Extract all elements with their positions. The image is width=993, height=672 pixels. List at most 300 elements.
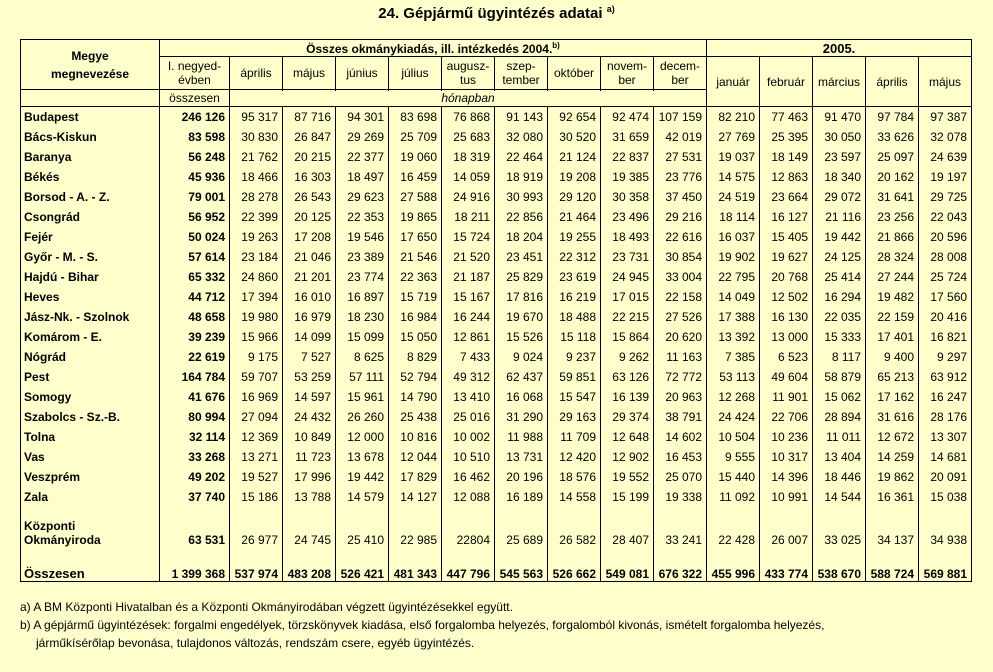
month-value: 16 037 <box>707 227 760 247</box>
month-header-line2: tember <box>502 73 540 87</box>
month-value: 21 124 <box>548 147 601 167</box>
month-value: 53 259 <box>283 367 336 387</box>
month-value: 52 794 <box>389 367 442 387</box>
month-value: 24 745 <box>283 507 336 549</box>
month-value: 16 068 <box>495 387 548 407</box>
q1-total-label: összesen <box>160 90 230 107</box>
county-name: Zala <box>21 487 160 507</box>
month-value: 12 648 <box>601 427 654 447</box>
group-2004-footnote-mark: b) <box>552 40 560 50</box>
month-value: 12 088 <box>442 487 495 507</box>
month-value: 22 616 <box>654 227 707 247</box>
q1-total-value: 33 268 <box>160 447 230 467</box>
county-header-line1: Megye <box>71 48 109 63</box>
month-value: 25 724 <box>919 267 972 287</box>
month-value: 26 977 <box>230 507 283 549</box>
month-value: 107 159 <box>654 107 707 128</box>
month-value: 12 863 <box>760 167 813 187</box>
month-value: 22 312 <box>548 247 601 267</box>
table-row <box>21 167 972 187</box>
month-value: 27 094 <box>230 407 283 427</box>
month-value: 28 407 <box>601 507 654 549</box>
q1-total-value: 44 712 <box>160 287 230 307</box>
month-value: 15 961 <box>336 387 389 407</box>
month-value: 15 050 <box>389 327 442 347</box>
table-row <box>21 467 972 487</box>
month-value: 7 433 <box>442 347 495 367</box>
month-value: 19 197 <box>919 167 972 187</box>
month-value: 12 044 <box>389 447 442 467</box>
month-value: 53 113 <box>707 367 760 387</box>
month-value: 11 092 <box>707 487 760 507</box>
month-value: 20 215 <box>283 147 336 167</box>
month-value: 16 130 <box>760 307 813 327</box>
month-value: 25 438 <box>389 407 442 427</box>
month-value: 72 772 <box>654 367 707 387</box>
county-name: Tolna <box>21 427 160 447</box>
month-value: 19 862 <box>866 467 919 487</box>
month-value: 18 230 <box>336 307 389 327</box>
month-value: 30 520 <box>548 127 601 147</box>
month-header <box>495 57 548 90</box>
month-value: 19 527 <box>230 467 283 487</box>
county-name: Szabolcs - Sz.-B. <box>21 407 160 427</box>
month-value: 31 641 <box>866 187 919 207</box>
month-value: 19 385 <box>601 167 654 187</box>
month-value: 17 829 <box>389 467 442 487</box>
month-value: 17 401 <box>866 327 919 347</box>
month-value: 20 596 <box>919 227 972 247</box>
month-header <box>654 57 707 90</box>
month-value: 23 664 <box>760 187 813 207</box>
data-table <box>20 39 972 582</box>
county-name: Hajdú - Bihar <box>21 267 160 287</box>
month-value: 26 582 <box>548 507 601 549</box>
month-value: 27 244 <box>866 267 919 287</box>
grand-total-value: 481 343 <box>389 549 442 582</box>
month-value: 31 290 <box>495 407 548 427</box>
month-value: 25 410 <box>336 507 389 549</box>
month-value: 8 625 <box>336 347 389 367</box>
month-value: 13 307 <box>919 427 972 447</box>
month-header-line2: ber <box>671 73 689 87</box>
month-value: 9 297 <box>919 347 972 367</box>
month-value: 17 560 <box>919 287 972 307</box>
month-value: 15 186 <box>230 487 283 507</box>
month-value: 19 338 <box>654 487 707 507</box>
month-value: 24 125 <box>813 247 866 267</box>
month-value: 9 400 <box>866 347 919 367</box>
month-value: 15 440 <box>707 467 760 487</box>
month-value: 34 938 <box>919 507 972 549</box>
q1-total-value: 246 126 <box>160 107 230 128</box>
table-row <box>21 407 972 427</box>
month-value: 14 558 <box>548 487 601 507</box>
month-value: 95 317 <box>230 107 283 128</box>
month-value: 37 450 <box>654 187 707 207</box>
month-value: 11 011 <box>813 427 866 447</box>
month-value: 29 725 <box>919 187 972 207</box>
month-value: 23 451 <box>495 247 548 267</box>
month-value: 10 317 <box>760 447 813 467</box>
month-value: 19 552 <box>601 467 654 487</box>
month-value: 11 988 <box>495 427 548 447</box>
table-body <box>21 107 972 582</box>
month-value: 14 602 <box>654 427 707 447</box>
month-value: 14 597 <box>283 387 336 407</box>
month-value: 17 162 <box>866 387 919 407</box>
q1-total-value: 83 598 <box>160 127 230 147</box>
month-value: 8 829 <box>389 347 442 367</box>
month-value: 14 790 <box>389 387 442 407</box>
month-value: 16 244 <box>442 307 495 327</box>
month-value: 14 396 <box>760 467 813 487</box>
month-header-line1: augusz- <box>446 59 490 73</box>
month-value: 16 361 <box>866 487 919 507</box>
month-value: 33 004 <box>654 267 707 287</box>
month-value: 30 830 <box>230 127 283 147</box>
month-value: 22 856 <box>495 207 548 227</box>
table-row <box>21 307 972 327</box>
county-name: Jász-Nk. - Szolnok <box>21 307 160 327</box>
group-2004-label: Összes okmánykiadás, ill. intézkedés 2004. <box>306 41 553 56</box>
month-value: 25 829 <box>495 267 548 287</box>
month-value: 17 394 <box>230 287 283 307</box>
month-value: 58 879 <box>813 367 866 387</box>
month-value: 16 459 <box>389 167 442 187</box>
month-value: 14 049 <box>707 287 760 307</box>
month-value: 21 464 <box>548 207 601 227</box>
month-value: 17 015 <box>601 287 654 307</box>
month-value: 91 470 <box>813 107 866 128</box>
month-value: 29 072 <box>813 187 866 207</box>
month-header-line2: ber <box>618 73 636 87</box>
month-value: 22 428 <box>707 507 760 549</box>
grand-total-value: 447 796 <box>442 549 495 582</box>
month-value: 28 324 <box>866 247 919 267</box>
month-value: 20 768 <box>760 267 813 287</box>
month-value: 22 795 <box>707 267 760 287</box>
grand-total-value: 455 996 <box>707 549 760 582</box>
month-value: 14 681 <box>919 447 972 467</box>
grand-total-value: 569 881 <box>919 549 972 582</box>
month-value: 49 604 <box>760 367 813 387</box>
month-value: 15 062 <box>813 387 866 407</box>
month-value: 26 260 <box>336 407 389 427</box>
q1-header-line2: évben <box>178 73 211 87</box>
month-value: 16 979 <box>283 307 336 327</box>
month-value: 92 474 <box>601 107 654 128</box>
month-value: 16 294 <box>813 287 866 307</box>
grand-total-value: 676 322 <box>654 549 707 582</box>
month-value: 31 616 <box>866 407 919 427</box>
month-value: 18 211 <box>442 207 495 227</box>
month-value: 42 019 <box>654 127 707 147</box>
month-value: 16 247 <box>919 387 972 407</box>
month-header: január <box>707 57 760 107</box>
month-header <box>389 57 442 90</box>
county-header-line2: megnevezése <box>50 66 130 81</box>
table-row <box>21 107 972 128</box>
month-value: 22 035 <box>813 307 866 327</box>
month-value: 16 127 <box>760 207 813 227</box>
q1-header-line1: I. negyed- <box>167 59 222 73</box>
month-value: 18 919 <box>495 167 548 187</box>
county-name: Fejér <box>21 227 160 247</box>
month-value: 23 389 <box>336 247 389 267</box>
month-value: 27 531 <box>654 147 707 167</box>
month-value: 22 043 <box>919 207 972 227</box>
month-value: 24 424 <box>707 407 760 427</box>
grand-total-value: 526 421 <box>336 549 389 582</box>
month-value: 59 707 <box>230 367 283 387</box>
county-name: Vas <box>21 447 160 467</box>
grand-total-value: 588 724 <box>866 549 919 582</box>
month-value: 22 706 <box>760 407 813 427</box>
table-row <box>21 327 972 347</box>
month-header-line1: novem- <box>606 59 647 73</box>
grand-total-value: 545 563 <box>495 549 548 582</box>
month-value: 19 255 <box>548 227 601 247</box>
month-value: 11 723 <box>283 447 336 467</box>
month-value: 16 897 <box>336 287 389 307</box>
month-value: 12 369 <box>230 427 283 447</box>
month-value: 9 262 <box>601 347 654 367</box>
footnote-b: b) A gépjármű ügyintézések: forgalmi engedélyek, törzskönyvek kiadása, első forgalomba helyezés, forgalomból kivonás, ismételt forgalomba helyezés, <box>20 618 825 632</box>
q1-total-value: 57 614 <box>160 247 230 267</box>
table-row <box>21 387 972 407</box>
month-value: 26 847 <box>283 127 336 147</box>
month-value: 12 672 <box>866 427 919 447</box>
month-value: 28 008 <box>919 247 972 267</box>
month-value: 20 963 <box>654 387 707 407</box>
footnote-a: a) A BM Központi Hivatalban és a Központi Okmányirodában végzett ügyintézésekkel együtt. <box>20 600 513 614</box>
month-header <box>548 57 601 90</box>
month-value: 6 523 <box>760 347 813 367</box>
table-row <box>21 447 972 467</box>
month-value: 22 215 <box>601 307 654 327</box>
q1-total-value: 164 784 <box>160 367 230 387</box>
month-value: 32 080 <box>495 127 548 147</box>
county-name <box>21 507 160 549</box>
table-row <box>21 247 972 267</box>
month-value: 59 851 <box>548 367 601 387</box>
month-value: 10 991 <box>760 487 813 507</box>
month-value: 18 493 <box>601 227 654 247</box>
county-name: Nógrád <box>21 347 160 367</box>
month-value: 23 256 <box>866 207 919 227</box>
month-value: 18 446 <box>813 467 866 487</box>
month-value: 18 149 <box>760 147 813 167</box>
month-value: 13 410 <box>442 387 495 407</box>
month-value: 10 236 <box>760 427 813 447</box>
month-value: 28 894 <box>813 407 866 427</box>
q1-total-value: 41 676 <box>160 387 230 407</box>
q1-total-value: 39 239 <box>160 327 230 347</box>
month-value: 22 159 <box>866 307 919 327</box>
month-value: 22 464 <box>495 147 548 167</box>
month-value: 13 392 <box>707 327 760 347</box>
footnotes <box>20 598 980 652</box>
month-value: 16 821 <box>919 327 972 347</box>
month-value: 18 114 <box>707 207 760 227</box>
month-value: 21 201 <box>283 267 336 287</box>
county-name: Heves <box>21 287 160 307</box>
group-2004-header <box>160 40 707 57</box>
month-value: 26 007 <box>760 507 813 549</box>
county-name: Komárom - E. <box>21 327 160 347</box>
month-value: 49 312 <box>442 367 495 387</box>
month-value: 14 127 <box>389 487 442 507</box>
q1-total-value: 56 248 <box>160 147 230 167</box>
month-value: 23 597 <box>813 147 866 167</box>
month-value: 62 437 <box>495 367 548 387</box>
month-value: 33 241 <box>654 507 707 549</box>
month-value: 63 912 <box>919 367 972 387</box>
q1-total-value: 37 740 <box>160 487 230 507</box>
month-value: 25 414 <box>813 267 866 287</box>
month-value: 34 137 <box>866 507 919 549</box>
month-value: 19 442 <box>336 467 389 487</box>
month-value: 22 985 <box>389 507 442 549</box>
month-value: 17 388 <box>707 307 760 327</box>
unit-label: hónapban <box>230 90 707 107</box>
table-row <box>21 147 972 167</box>
month-value: 20 196 <box>495 467 548 487</box>
month-value: 7 527 <box>283 347 336 367</box>
month-value: 12 268 <box>707 387 760 407</box>
month-value: 30 993 <box>495 187 548 207</box>
month-value: 16 010 <box>283 287 336 307</box>
month-value: 83 698 <box>389 107 442 128</box>
month-value: 14 544 <box>813 487 866 507</box>
month-value: 30 050 <box>813 127 866 147</box>
month-header-line1: október <box>553 66 595 80</box>
q1-total-value: 48 658 <box>160 307 230 327</box>
month-value: 92 654 <box>548 107 601 128</box>
month-value: 12 420 <box>548 447 601 467</box>
month-value: 29 120 <box>548 187 601 207</box>
month-value: 23 496 <box>601 207 654 227</box>
month-value: 18 466 <box>230 167 283 187</box>
month-value: 65 213 <box>866 367 919 387</box>
q1-total-value: 56 952 <box>160 207 230 227</box>
month-header-line1: decem- <box>660 59 701 73</box>
month-value: 19 060 <box>389 147 442 167</box>
q1-total-value: 50 024 <box>160 227 230 247</box>
month-value: 19 627 <box>760 247 813 267</box>
table-row <box>21 187 972 207</box>
county-header <box>21 40 160 90</box>
month-header-line1: május <box>292 66 325 80</box>
table-header <box>21 40 972 107</box>
central-office-line2: Okmányiroda <box>24 533 101 547</box>
month-value: 29 269 <box>336 127 389 147</box>
month-value: 10 002 <box>442 427 495 447</box>
month-value: 12 861 <box>442 327 495 347</box>
month-value: 23 774 <box>336 267 389 287</box>
county-name: Győr - M. - S. <box>21 247 160 267</box>
month-value: 25 709 <box>389 127 442 147</box>
month-value: 24 945 <box>601 267 654 287</box>
table-row <box>21 267 972 287</box>
month-value: 26 543 <box>283 187 336 207</box>
month-header: február <box>760 57 813 107</box>
q1-total-value: 80 994 <box>160 407 230 427</box>
month-value: 77 463 <box>760 107 813 128</box>
county-name: Borsod - A. - Z. <box>21 187 160 207</box>
month-value: 32 078 <box>919 127 972 147</box>
county-name: Somogy <box>21 387 160 407</box>
month-value: 82 210 <box>707 107 760 128</box>
county-name: Bács-Kiskun <box>21 127 160 147</box>
month-value: 15 333 <box>813 327 866 347</box>
month-value: 21 046 <box>283 247 336 267</box>
grand-total-value: 526 662 <box>548 549 601 582</box>
month-value: 15 724 <box>442 227 495 247</box>
grand-total-value: 483 208 <box>283 549 336 582</box>
county-name: Pest <box>21 367 160 387</box>
month-value: 24 519 <box>707 187 760 207</box>
month-value: 22804 <box>442 507 495 549</box>
month-value: 97 387 <box>919 107 972 128</box>
month-value: 15 526 <box>495 327 548 347</box>
month-value: 19 865 <box>389 207 442 227</box>
month-value: 16 969 <box>230 387 283 407</box>
month-value: 14 579 <box>336 487 389 507</box>
month-header: május <box>919 57 972 107</box>
month-value: 9 024 <box>495 347 548 367</box>
table-row-central-office <box>21 507 972 549</box>
county-name: Baranya <box>21 147 160 167</box>
month-value: 29 623 <box>336 187 389 207</box>
month-header-line1: július <box>401 66 429 80</box>
month-value: 27 769 <box>707 127 760 147</box>
month-value: 21 187 <box>442 267 495 287</box>
month-value: 24 432 <box>283 407 336 427</box>
month-value: 16 984 <box>389 307 442 327</box>
month-header <box>230 57 283 90</box>
month-value: 19 208 <box>548 167 601 187</box>
footnote-b-continued: járműkísérőlap bevonása, tulajdonos változás, rendszám csere, egyéb ügyintézés. <box>36 636 475 650</box>
table-row <box>21 287 972 307</box>
month-value: 19 546 <box>336 227 389 247</box>
month-header-line1: június <box>346 66 378 80</box>
month-header-line2: tus <box>459 73 476 87</box>
month-value: 15 167 <box>442 287 495 307</box>
county-header-spacer <box>21 90 160 107</box>
month-value: 13 678 <box>336 447 389 467</box>
month-header <box>601 57 654 90</box>
month-value: 94 301 <box>336 107 389 128</box>
month-value: 25 689 <box>495 507 548 549</box>
month-header: április <box>866 57 919 107</box>
month-value: 25 097 <box>866 147 919 167</box>
month-header <box>442 57 495 90</box>
month-value: 21 520 <box>442 247 495 267</box>
month-value: 16 219 <box>548 287 601 307</box>
month-header <box>336 57 389 90</box>
month-header-line1: szep- <box>506 59 536 73</box>
county-name: Békés <box>21 167 160 187</box>
month-value: 10 510 <box>442 447 495 467</box>
group-2005-header: 2005. <box>707 40 972 57</box>
county-name: Veszprém <box>21 467 160 487</box>
table-row <box>21 127 972 147</box>
month-value: 24 916 <box>442 187 495 207</box>
month-value: 23 184 <box>230 247 283 267</box>
month-value: 12 902 <box>601 447 654 467</box>
